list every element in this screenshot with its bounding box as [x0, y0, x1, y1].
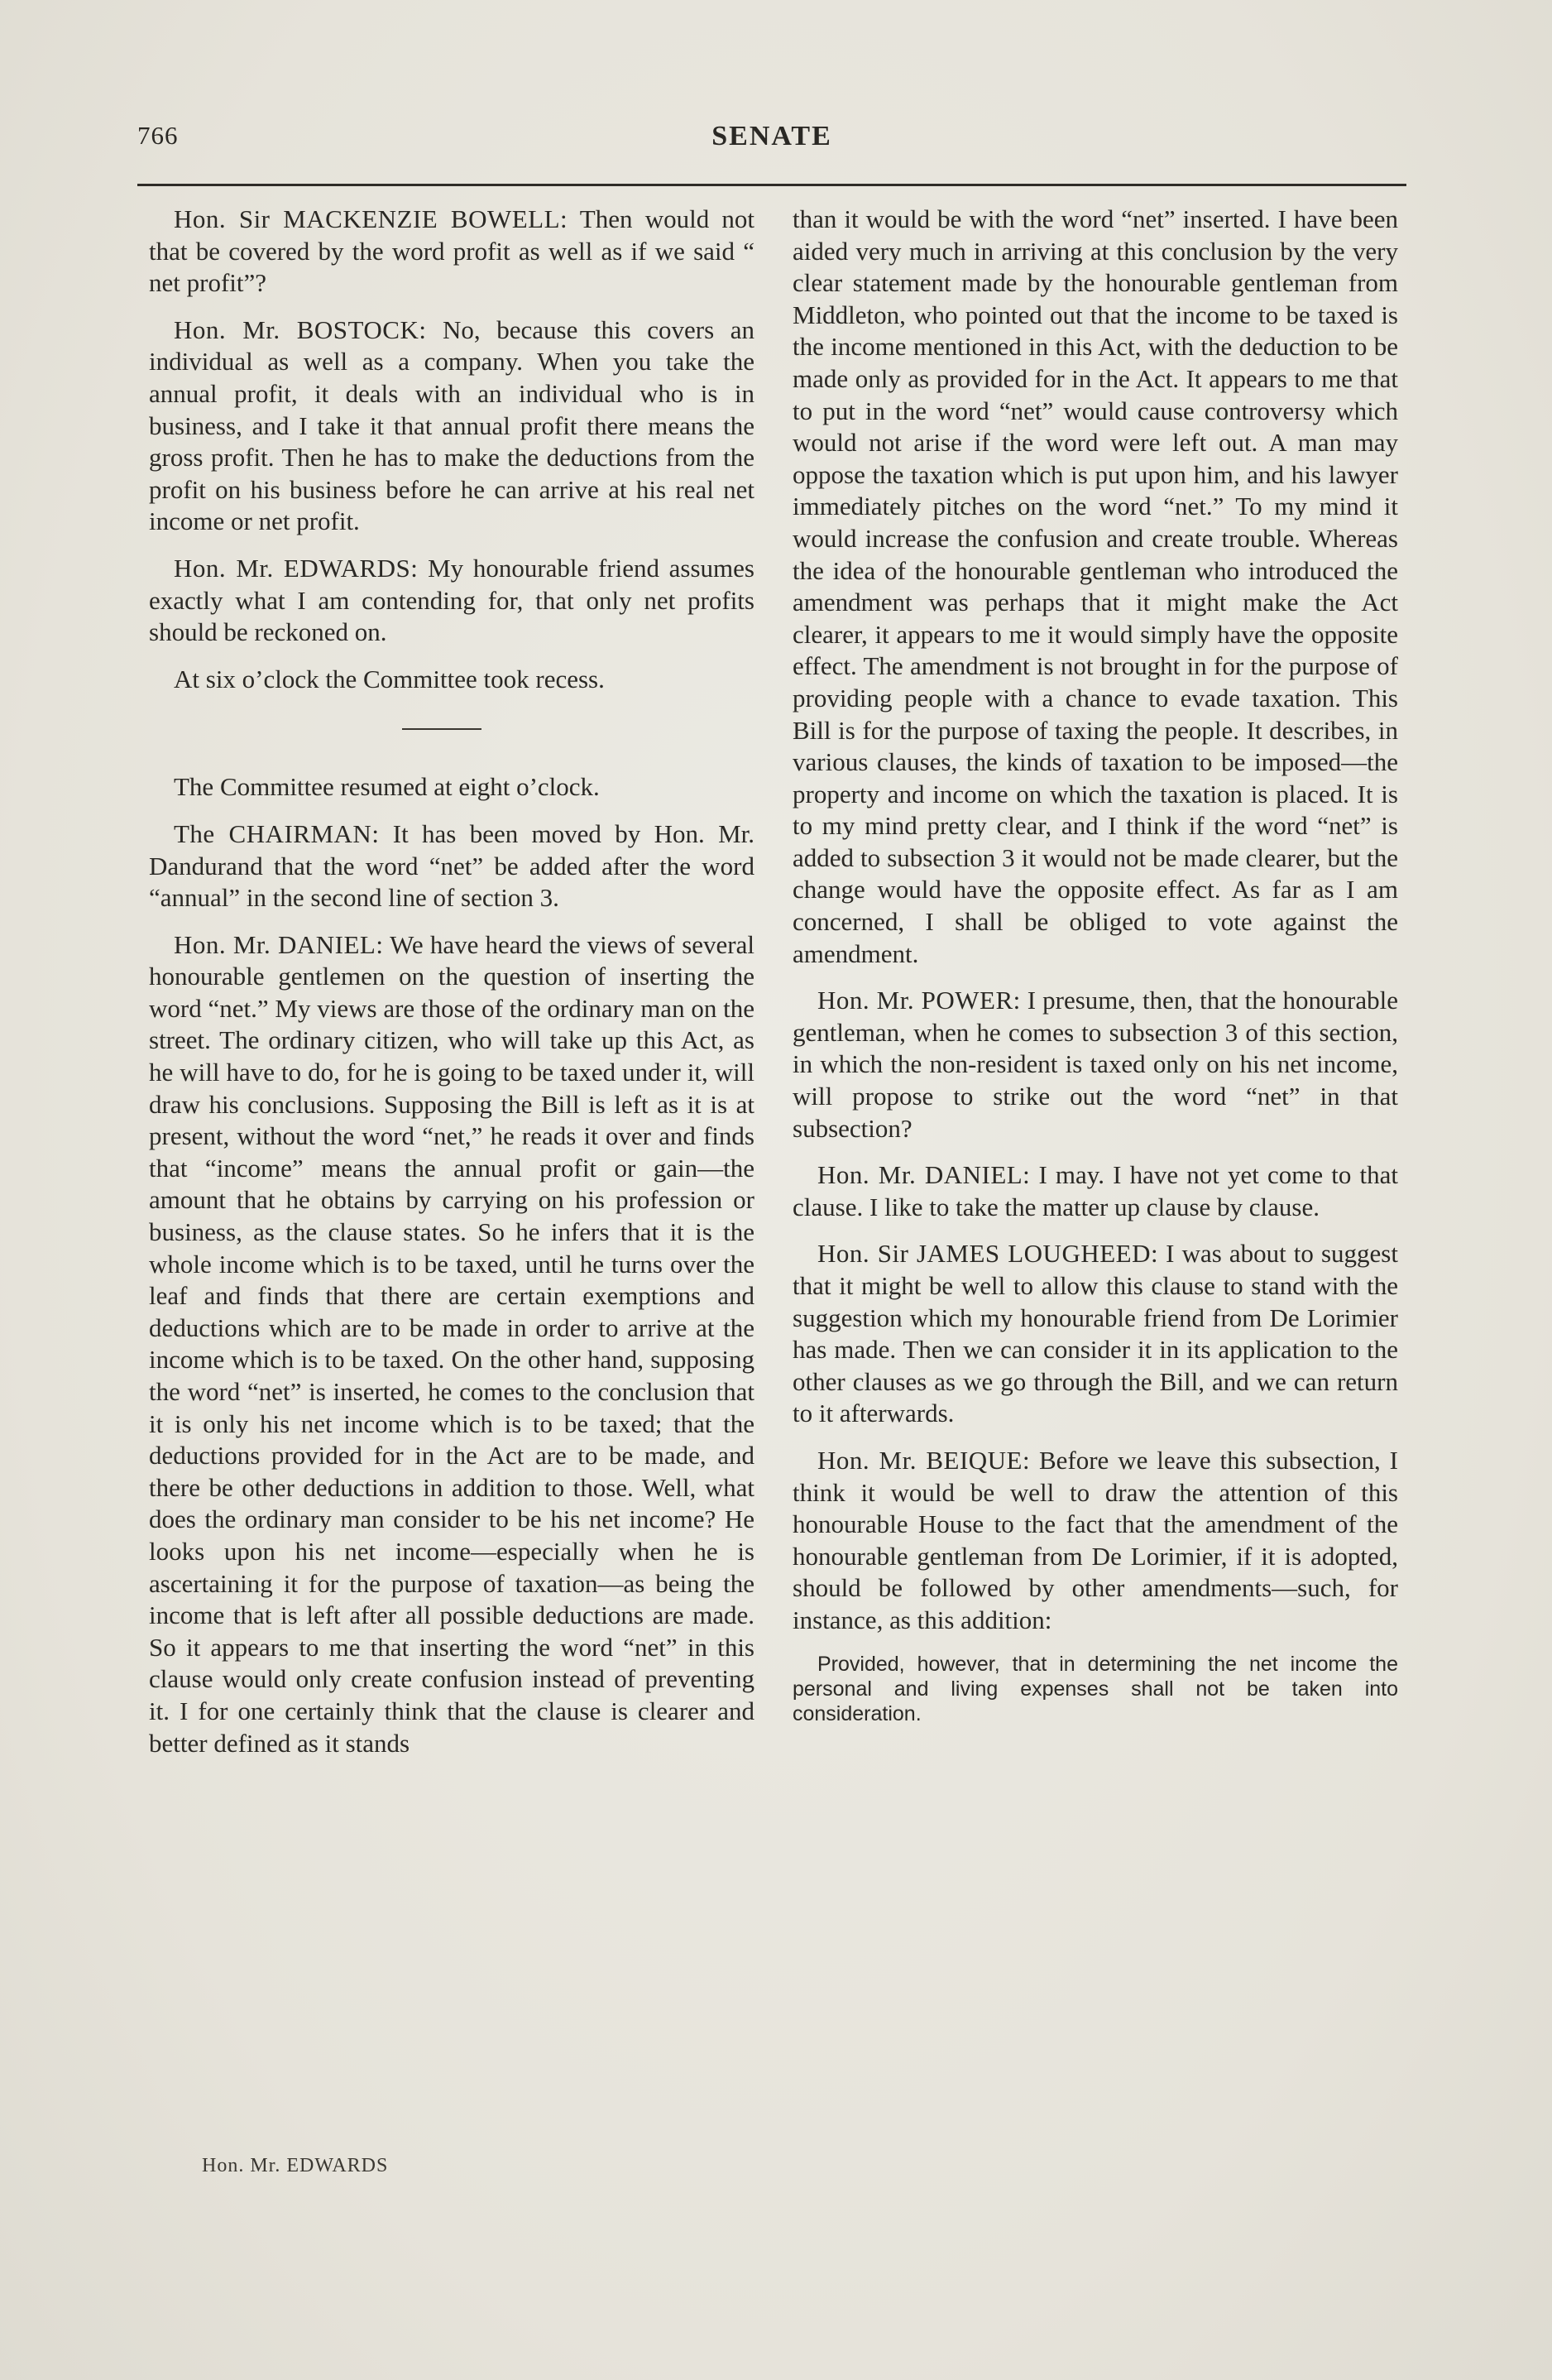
speaker-name: Hon. Mr. DANIEL: — [817, 1160, 1031, 1190]
paragraph — [793, 985, 1398, 1144]
paragraph-text: My honourable friend assumes exactly what I am contending for, that only net profits should be reckoned on. — [149, 553, 754, 647]
paragraph-text: I was about to suggest that it might be well to allow this clause to stand with the suggestion which my honourable friend from De Lorimier has made. Then we can consider it in its application to the other clauses as we go through the Bill, and we can return to it afterwards. — [793, 1239, 1398, 1428]
paragraph — [149, 929, 754, 1759]
header-rule — [137, 184, 1406, 186]
paragraph-text: Then would not that be covered by the word profit as well as if we said “ net profit”? — [149, 204, 754, 298]
speaker-name: Hon. Sir MACKENZIE BOWELL: — [174, 204, 568, 233]
paragraph-text: At six o’clock the Committee took recess. — [174, 664, 605, 693]
speaker-name: The CHAIRMAN: — [174, 818, 380, 848]
paragraph-continuation — [793, 204, 1398, 970]
speaker-name: Hon. Mr. BEIQUE: — [817, 1445, 1031, 1475]
paragraph-text: No, because this covers an individual as well as a company. When you take the annual profit, it deals with an individual who is in business, and I take it that annual profit there means the gross profit. Then he has to make the deductions from the profit on his business before he can arrive at his real net income or net profit. — [149, 314, 754, 536]
paragraph — [149, 314, 754, 538]
paragraph — [149, 553, 754, 649]
paragraph — [149, 818, 754, 914]
page-header — [137, 121, 1406, 154]
paragraph-text: Before we leave this subsection, I think it would be well to draw the attention of this honourable House to the fact that the amendment of the honourable gentleman from De Lorimier, if it is adopted, should be followed by other amendments—such, for instance, as this addition: — [793, 1445, 1398, 1634]
paragraph-text: than it would be with the word “net” inserted. I have been aided very much in arriving at this conclusion by the very clear statement made by the honourable gentleman from Middleton, who pointed out that the income to be taxed is the income mentioned in this Act, with the deduction to be made only as provided for in the Act. It appears to me that to put in the word “net” would cause controversy which would not arise if the word were left out. A man may oppose the taxation which is put upon him, and his lawyer immediately pitches on the word “net.” To my mind it would increase the confusion and create trouble. Whereas the idea of the honourable gentleman who introduced the amendment was perhaps that it might make the Act clearer, it appears to me it would simply have the opposite effect. The amendment is not brought in for the purpose of providing people with a chance to evade taxation. This Bill is for the purpose of taxing the people. It describes, in various clauses, the kinds of taxation to be imposed—the property and income on which the taxation is placed. It is to my mind pretty clear, and I think if the word “net” is added to subsection 3 it would not be made clearer, but the change would have the opposite effect. As far as I am concerned, I shall be obliged to vote against the amendment. — [793, 204, 1398, 968]
paragraph-text: The Committee resumed at eight o’clock. — [174, 772, 600, 802]
section-divider — [402, 728, 481, 730]
paragraph-text: It has been moved by Hon. Mr. Dandurand that the word “net” be added after the word “annual” in the second line of section 3. — [149, 818, 754, 913]
paragraph — [793, 1238, 1398, 1430]
speaker-name: Hon. Mr. EDWARDS: — [174, 553, 419, 583]
recess-note — [149, 664, 754, 696]
resume-note — [149, 771, 754, 804]
paragraph-text: I may. I have not yet come to that clause. I like to take the matter up clause by clause. — [793, 1160, 1398, 1221]
paragraph — [149, 204, 754, 300]
paragraph — [793, 1445, 1398, 1637]
left-column — [149, 204, 754, 1774]
right-column — [793, 204, 1398, 1726]
footer-running-name: Hon. Mr. EDWARDS — [202, 2155, 389, 2176]
quoted-amendment: Provided, however, that in determining the net income the personal and living expenses shall not be taken into consideration. — [793, 1652, 1398, 1725]
paragraph — [793, 1159, 1398, 1223]
speaker-name: Hon. Mr. DANIEL: — [174, 929, 384, 959]
page-number: 766 — [137, 121, 179, 150]
paragraph-text: We have heard the views of several honourable gentlemen on the question of inserting the word “net.” My views are those of the ordinary man on the street. The ordinary citizen, who will take up this Act, as he will have to do, for he is going to be taxed under it, will draw his conclusions. Supposing the Bill is left as it is at present, without the word “net,” he reads it over and finds that “income” means the annual profit or gain—the amount that he obtains by carrying on his profession or business, as the clause states. So he infers that it is the whole income which is to be taxed, until he turns over the leaf and finds that there are certain exemptions and deductions which are to be made in order to arrive at the income which is to be taxed. On the other hand, supposing the word “net” is inserted, he comes to the conclusion that it is only his net income which is to be taxed; that the deductions provided for in the Act are to be made, and there be other deductions in addition to those. Well, what does the ordinary man consider to be his net income? He looks upon his net income—especially when he is ascertaining it for the purpose of taxation—as being the income that is left after all possible deductions are made. So it appears to me that inserting the word “net” in this clause would only create confusion instead of preventing it. I for one certainly think that the clause is clearer and better defined as it stands — [149, 929, 754, 1758]
speaker-name: Hon. Mr. BOSTOCK: — [174, 314, 427, 344]
paragraph-text: I presume, then, that the honourable gentleman, when he comes to subsection 3 of this section, in which the non-resident is taxed only on his net income, will propose to strike out the word “net” in that subsection? — [793, 986, 1398, 1143]
speaker-name: Hon. Mr. POWER: — [817, 986, 1021, 1015]
running-head: SENATE — [711, 121, 832, 151]
speaker-name: Hon. Sir JAMES LOUGHEED: — [817, 1239, 1159, 1269]
